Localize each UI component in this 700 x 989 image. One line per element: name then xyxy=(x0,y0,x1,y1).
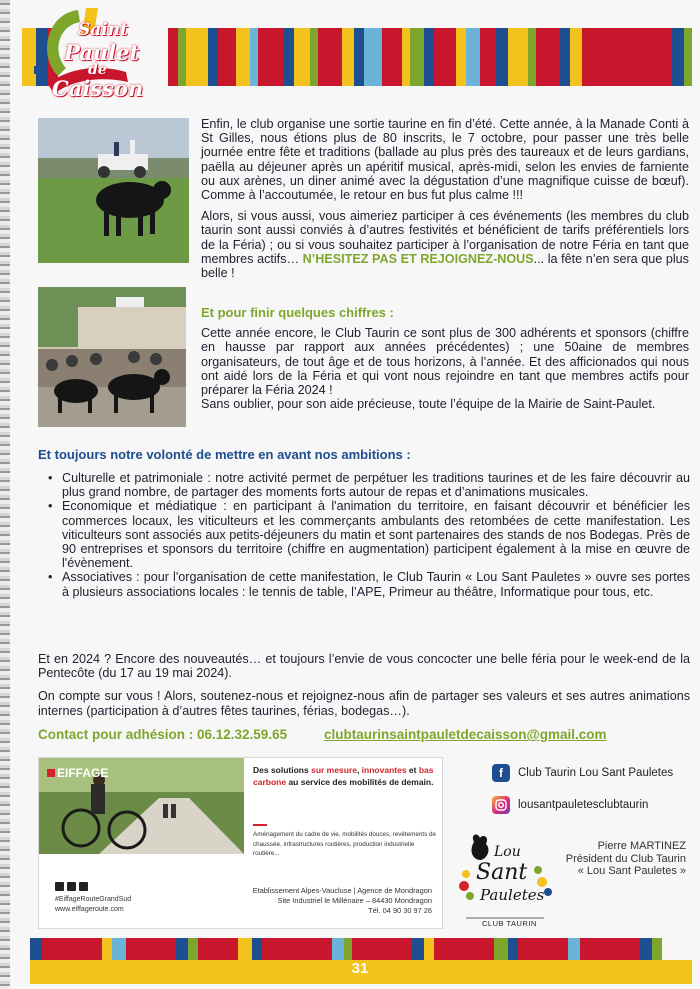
chiffres-section xyxy=(201,306,689,418)
chiffres-paragraph-2: Sans oublier, pour son aide précieuse, toute l’équipe de la Mairie de Saint-Paulet. xyxy=(201,397,656,412)
list-item: • Economique et médiatique : en participant à l'animation du territoire, en faisant découvrir et bénéficier les commerces locaux, les viticulteurs et les commerçants ambulants des retombées de cette manifestation. Les viticulteurs sont associés aux petits-déjeuners du matin et sont partenaires des stands de nos Bodegas. Près de 90 entreprises et sponsors du territoire (chiffre en augmentation) participent également à la mise en œuvre de l'évènement. xyxy=(48,499,690,570)
intro-p2-end: ... la fête n’en sera que plus belle ! xyxy=(201,251,689,281)
club-logo-sant: Sant xyxy=(476,860,528,885)
intro-paragraph-1: Enfin, le club organise une sortie taurine en fin d’été. Cette année, à la Manade Conti à St Gilles, nous étions plus de 80 inscrits, le 7 octobre, pour passer une très belle journée entre fête et traditions (ballade au plus près des taureaux et de leurs gardians, paëlla au déjeuner après un apéritif musical, après-midi, selon les envies de farniente ou aux arènes, un diner animé avec la dégustation d’une magnifique cuisse de bœuf). Comme à l’accoutumée, le retour en bus fut plus calme !!! xyxy=(201,117,689,203)
ad-hashtag: #EiffageRouteGrandSud xyxy=(55,896,132,903)
eiffage-brand xyxy=(47,766,108,780)
footer-stripe-band xyxy=(30,938,692,960)
ad-website: www.eiffageroute.com xyxy=(55,906,124,913)
photo-bulls-street xyxy=(38,287,186,427)
intro-text xyxy=(201,117,689,287)
ad-photo-cyclists xyxy=(39,758,244,854)
instagram-icon xyxy=(492,796,510,814)
signature-name: Pierre MARTINEZ xyxy=(597,840,686,852)
ad-headline-e: et xyxy=(406,765,419,775)
ad-headline xyxy=(253,764,439,788)
ambitions-heading: Et toujours notre volonté de mettre en avant nos ambitions : xyxy=(38,447,411,462)
binding-spiral xyxy=(0,0,10,989)
club-logo-lou: Lou xyxy=(494,844,521,860)
ad-address xyxy=(253,886,432,916)
intro-paragraph-2 xyxy=(201,209,689,280)
signature-block xyxy=(566,840,686,878)
ad-headline-f: bas carbone xyxy=(253,765,434,787)
photo-bull-gardians xyxy=(38,118,189,263)
closing-paragraph-1: Et en 2024 ? Encore des nouveautés… et toujours l’envie de vous concocter une belle féria pour le week-end de la Pentecôte (du 17 au 19 mai 2024). xyxy=(38,652,690,681)
instagram-link[interactable] xyxy=(492,796,648,814)
ad-headline-a: Des solutions xyxy=(253,765,312,775)
ad-divider xyxy=(253,824,267,826)
ad-address-line-1: Etablissement Alpes-Vaucluse | Agence de Mondragon xyxy=(252,886,432,895)
ambitions-list xyxy=(48,471,690,599)
ad-address-line-2: Site Industriel le Millénaire – 84430 Mondragon xyxy=(277,896,432,905)
logo-text-de: de xyxy=(88,62,107,78)
ad-headline-c: , xyxy=(356,765,362,775)
contact-email-link[interactable]: clubtaurinsaintpauletdecaisson@gmail.com xyxy=(324,727,607,742)
list-item: • Associatives : pour l'organisation de cette manifestation, le Club Taurin « Lou Sant Pauletes » ouvre ses portes à plusieurs associations locales : le tennis de table, l’APE, Primeur au théâtre, Informatique pour tous, etc. xyxy=(48,570,690,598)
linkedin-icon xyxy=(55,882,64,891)
logo-text-paulet: Paulet xyxy=(64,40,140,65)
page-number: 31 xyxy=(351,960,369,977)
contact-phone: Contact pour adhésion : 06.12.32.59.65 xyxy=(38,727,288,742)
logo-text-saint: Saint xyxy=(78,20,128,40)
facebook-label: Club Taurin Lou Sant Pauletes xyxy=(518,767,674,779)
signature-role: Président du Club Taurin xyxy=(565,852,686,865)
ad-phone: Tél. 04 90 30 97 26 xyxy=(368,906,432,915)
saint-paulet-logo xyxy=(28,6,148,106)
ad-subtext: Aménagement du cadre de vie, mobilités douces, revêtements de chaussée, infrastructures routières, production industrielle routière... xyxy=(253,831,437,857)
chiffres-heading: Et pour finir quelques chiffres : xyxy=(201,305,394,320)
club-logo-pauletes: Pauletes xyxy=(480,886,545,904)
chiffres-paragraph-1: Cette année encore, le Club Taurin ce sont plus de 300 adhérents et sponsors (chiffre en hausse par rapport aux années précédentes) ; une 50aine de membres organisateurs, de tout âge et de tous horizons, à l’année. Et des afficionados qui nous ont aidé lors de la Féria et qui vont nous rejoindre en tant que membres actifs pour préparer la Féria 2024 ! xyxy=(201,326,689,398)
closing-text xyxy=(38,652,690,727)
signature-club: « Lou Sant Pauletes » xyxy=(577,865,686,877)
closing-paragraph-2: On compte sur vous ! Alors, soutenez-nous et rejoignez-nous afin de partager ses valeurs et ses autres animations internes (participation à d’autres fêtes taurines, férias, bodegas…). xyxy=(38,689,690,718)
ad-headline-d: innovantes xyxy=(361,765,407,775)
lou-sant-pauletes-logo xyxy=(452,830,558,930)
eiffage-brand-text: EIFFAGE xyxy=(57,766,109,780)
facebook-icon: f xyxy=(492,764,510,782)
ad-social-icons xyxy=(55,882,88,891)
instagram-icon xyxy=(67,882,76,891)
list-item: • Culturelle et patrimoniale : notre activité permet de perpétuer les traditions taurines et de les faire découvrir au plus grand nombre, de partager des moments forts autour de repas et d’animations musicales. xyxy=(48,471,690,499)
ad-headline-g: au service des mobilités de demain. xyxy=(286,777,434,787)
instagram-label: lousantpauletesclubtaurin xyxy=(518,799,649,811)
club-logo-club-taurin: CLUB TAURIN xyxy=(482,919,537,928)
ad-headline-b: sur mesure xyxy=(311,765,357,775)
facebook-icon xyxy=(79,882,88,891)
logo-text-caisson: Caisson xyxy=(52,76,144,101)
intro-p2-start: Alors, si vous aussi, vous aimeriez participer à ces événements (les membres du club taurin sont aussi conviés à d’autres festivités et bénéficient de tarifs préférentiels lors de la Féria) ; ou si vous souhaitez participer à l’organisation de notre Féria en tant que membres actifs… xyxy=(201,209,689,266)
eiffage-logo-icon xyxy=(47,769,55,777)
join-us-highlight: N’HESITEZ PAS ET REJOIGNEZ-NOUS xyxy=(302,251,534,266)
eiffage-advertisement xyxy=(38,757,443,929)
facebook-link[interactable] xyxy=(492,764,673,782)
